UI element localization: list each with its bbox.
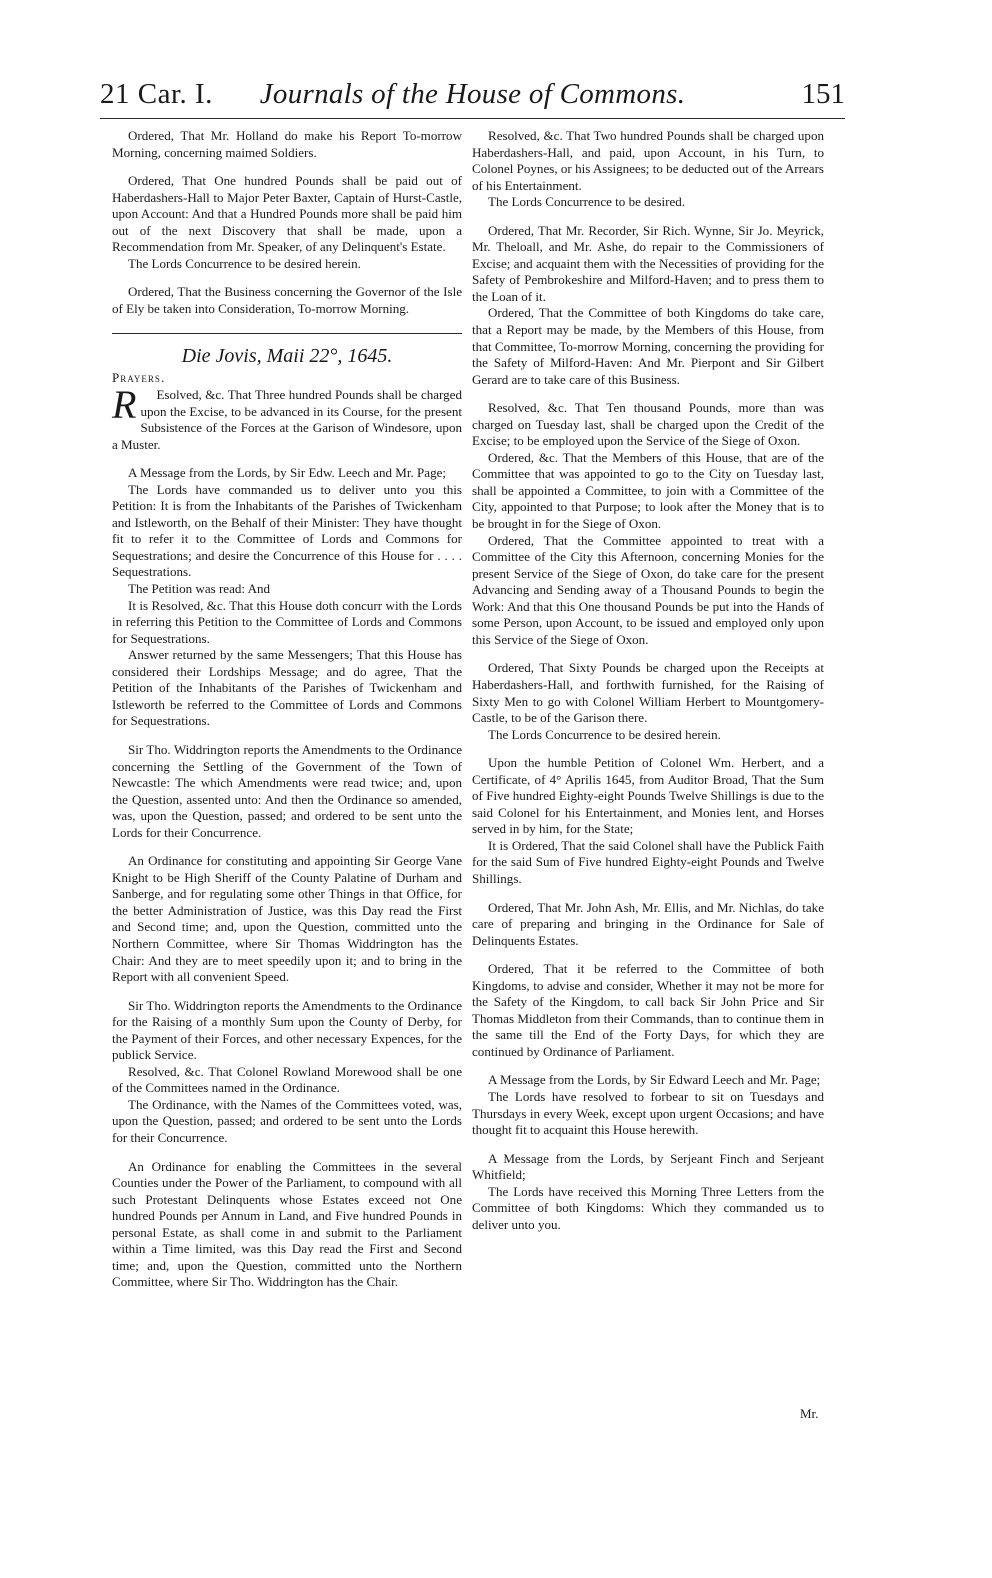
left-column	[112, 128, 462, 1291]
entry-paragraph: Sir Tho. Widdrington reports the Amendments to the Ordinance for the Raising of a monthly Sum upon the County of Derby, for the Payment of their Forces, and other necessary Expences, for the publick Service.	[112, 997, 462, 1063]
entry-paragraph	[112, 382, 462, 453]
entry-paragraph: Resolved, &c. That Ten thousand Pounds, more than was charged on Tuesday last, shall be charged upon the Credit of the Excise; to be employed upon the Service of the Siege of Oxon.	[472, 400, 824, 449]
entry-paragraph: Ordered, That the Business concerning the Governor of the Isle of Ely be taken into Consideration, To-morrow Morning.	[112, 284, 462, 316]
right-column	[472, 128, 824, 1233]
entry-paragraph: Resolved, &c. That Two hundred Pounds shall be charged upon Haberdashers-Hall, and paid, upon Account, in his Turn, to Colonel Poynes, or his Assignees; to be deducted out of the Arrears of his Entertainment.	[472, 128, 824, 193]
page-number: 151	[801, 78, 845, 110]
entry-paragraph: The Lords Concurrence to be desired.	[488, 194, 686, 210]
journal-title: Journals of the House of Commons.	[259, 78, 686, 110]
entry-paragraph: Ordered, That Mr. Holland do make his Report To-morrow Morning, concerning maimed Soldiers.	[112, 128, 462, 160]
entry-paragraph: It is Ordered, That the said Colonel shall have the Publick Faith for the said Sum of Five hundred Eighty-eight Pounds and Twelve Shillings.	[472, 837, 824, 886]
entry-paragraph: The Lords have resolved to forbear to sit on Tuesdays and Thursdays in every Week, except upon urgent Occasions; and have thought fit to acquaint this House herewith.	[472, 1088, 824, 1138]
entry-paragraph: The Lords have received this Morning Three Letters from the Committee of both Kingdoms: Which they commanded us to deliver unto you.	[472, 1183, 824, 1232]
entry-paragraph: Ordered, That Sixty Pounds be charged upon the Receipts at Haberdashers-Hall, and forthwith furnished, for the Raising of Sixty Men to go with Colonel William Herbert to Mountgomery-Castle, to be of the Garison there.	[472, 660, 824, 726]
entry-paragraph: The Lords have commanded us to deliver unto you this Petition: It is from the Inhabitants of the Parishes of Twickenham and Istleworth, on the Behalf of their Minister: They have thought fit to refer it to the Committee of Lords and Commons for Sequestrations; and desire the Concurrence of this House for . . . . Sequestrations.	[112, 481, 462, 580]
entry-paragraph: It is Resolved, &c. That this House doth concurr with the Lords in referring this Petition to the Committee of Lords and Commons for Sequestrations.	[112, 597, 462, 646]
entry-paragraph: The Ordinance, with the Names of the Committees voted, was, upon the Question, passed; and ordered to be sent unto the Lords for their Concurrence.	[112, 1096, 462, 1145]
catchword: Mr.	[800, 1406, 819, 1421]
entry-paragraph: A Message from the Lords, by Sir Edw. Leech and Mr. Page;	[128, 465, 447, 481]
entry-text: Esolved, &c. That Three hundred Pounds shall be charged upon the Excise, to be advanced in its Course, for the present Subsistence of the Forces at the Garison of Windesore, upon a Muster.	[112, 387, 462, 452]
regnal-year: 21 Car. I.	[100, 78, 213, 110]
entry-paragraph: Ordered, That Mr. Recorder, Sir Rich. Wynne, Sir Jo. Meyrick, Mr. Theloall, and Mr. Ashe, do repair to the Commissioners of Excise; and acquaint them with the Necessities of providing for the Safety of Pembrokeshire and Milford-Haven; and to press them to the Loan of it.	[472, 222, 824, 304]
entry-paragraph: The Lords Concurrence to be desired herein.	[128, 255, 361, 271]
entry-paragraph: An Ordinance for constituting and appointing Sir George Vane Knight to be High Sheriff of the County Palatine of Durham and Sanberge, and for regulating some other Things in that Office, for the better Administration of Justice, was this Day read the First and Second time; and, upon the Question, committed unto the Northern Committee, where Sir Thomas Widdrington has the Chair: And they are to meet speedily upon it; and to bring in the Report with all convenient Speed.	[112, 853, 462, 985]
sitting-date-heading: Die Jovis, Maii 22°, 1645.	[112, 333, 462, 368]
entry-paragraph: Ordered, That One hundred Pounds shall be paid out of Haberdashers-Hall to Major Peter Baxter, Captain of Hurst-Castle, upon Account: And that a Hundred Pounds more shall be paid him out of the next Discovery that shall be made, upon a Recommendation from Mr. Speaker, of any Delinquent's Estate.	[112, 173, 462, 255]
entry-paragraph: The Lords Concurrence to be desired herein.	[488, 726, 721, 742]
entry-paragraph: The Petition was read: And	[128, 581, 271, 597]
entry-paragraph: Ordered, That Mr. John Ash, Mr. Ellis, and Mr. Nichlas, do take care of preparing and bringing in the Ordinance for Sale of Delinquents Estates.	[472, 899, 824, 948]
entry-paragraph: Ordered, &c. That the Members of this House, that are of the Committee that was appointed to go to the City on Tuesday last, shall be appointed a Committee, to join with a Committee of the City, appointed to that Purpose; to look after the Money that is to be brought in for the Siege of Oxon.	[472, 449, 824, 532]
entry-paragraph: A Message from the Lords, by Sir Edward Leech and Mr. Page;	[488, 1072, 821, 1088]
entry-paragraph: Sir Tho. Widdrington reports the Amendments to the Ordinance concerning the Settling of the Government of the Town of Newcastle: The which Amendments were read twice; and, upon the Question, assented unto: And then the Ordinance so amended, was, upon the Question, passed; and ordered to be sent unto the Lords for their Concurrence.	[112, 741, 462, 840]
entry-paragraph: Ordered, That the Committee of both Kingdoms do take care, that a Report may be made, by the Members of this House, from that Committee, To-morrow Morning, concerning the providing for the Safety of Milford-Haven: And Mr. Pierpont and Sir Gilbert Gerard are to take care of this Business.	[472, 305, 824, 387]
entry-paragraph: Resolved, &c. That Colonel Rowland Morewood shall be one of the Committees named in the Ordinance.	[112, 1063, 462, 1096]
entry-paragraph: Ordered, That it be referred to the Committee of both Kingdoms, to advise and consider, Whether it may not be more for the Safety of the Kingdom, to call back Sir John Price and Sir Thomas Middleton from their Commands, than to continue them in the same till the End of the Forty Days, for which they are continued by Ordinance of Parliament.	[472, 961, 824, 1059]
entry-paragraph: Answer returned by the same Messengers; That this House has considered their Lordships Message; and do agree, That the Petition of the Inhabitants of the Parishes of Twickenham and Istleworth be referred to the Committee of Lords and Commons for Sequestrations.	[112, 647, 462, 729]
entry-paragraph: Upon the humble Petition of Colonel Wm. Herbert, and a Certificate, of 4° Aprilis 1645, from Auditor Broad, That the Sum of Five hundred Eighty-eight Pounds Twelve Shillings is due to the said Colonel for his Entertainment, and Monies lent, and Horses served in by him, for the State;	[472, 755, 824, 837]
drop-capital: R	[112, 382, 137, 428]
page-header	[100, 68, 845, 119]
prayers-label: Prayers.	[112, 370, 166, 386]
entry-paragraph: Ordered, That the Committee appointed to treat with a Committee of the City this Afternoon, concerning Monies for the present Service of the Siege of Oxon, do take care for the present Advancing and Sending away of a Thousand Pounds to begin the Work: And that this One thousand Pounds be put into the Hands of some Person, upon Account, to be issued and employed only upon this Service of the Siege of Oxon.	[472, 532, 824, 647]
entry-paragraph: An Ordinance for enabling the Committees in the several Counties under the Power of the Parliament, to compound with all such Protestant Delinquents whose Estates exceed not One hundred Pounds per Annum in Land, and Five hundred Pounds in personal Estate, as shall come in and submit to the Parliament within a Time limited, was this Day read the First and Second time; and, upon the Question, committed unto the Northern Committee, where Sir Tho. Widdrington has the Chair.	[112, 1158, 462, 1290]
entry-paragraph: A Message from the Lords, by Serjeant Finch and Serjeant Whitfield;	[472, 1150, 824, 1183]
